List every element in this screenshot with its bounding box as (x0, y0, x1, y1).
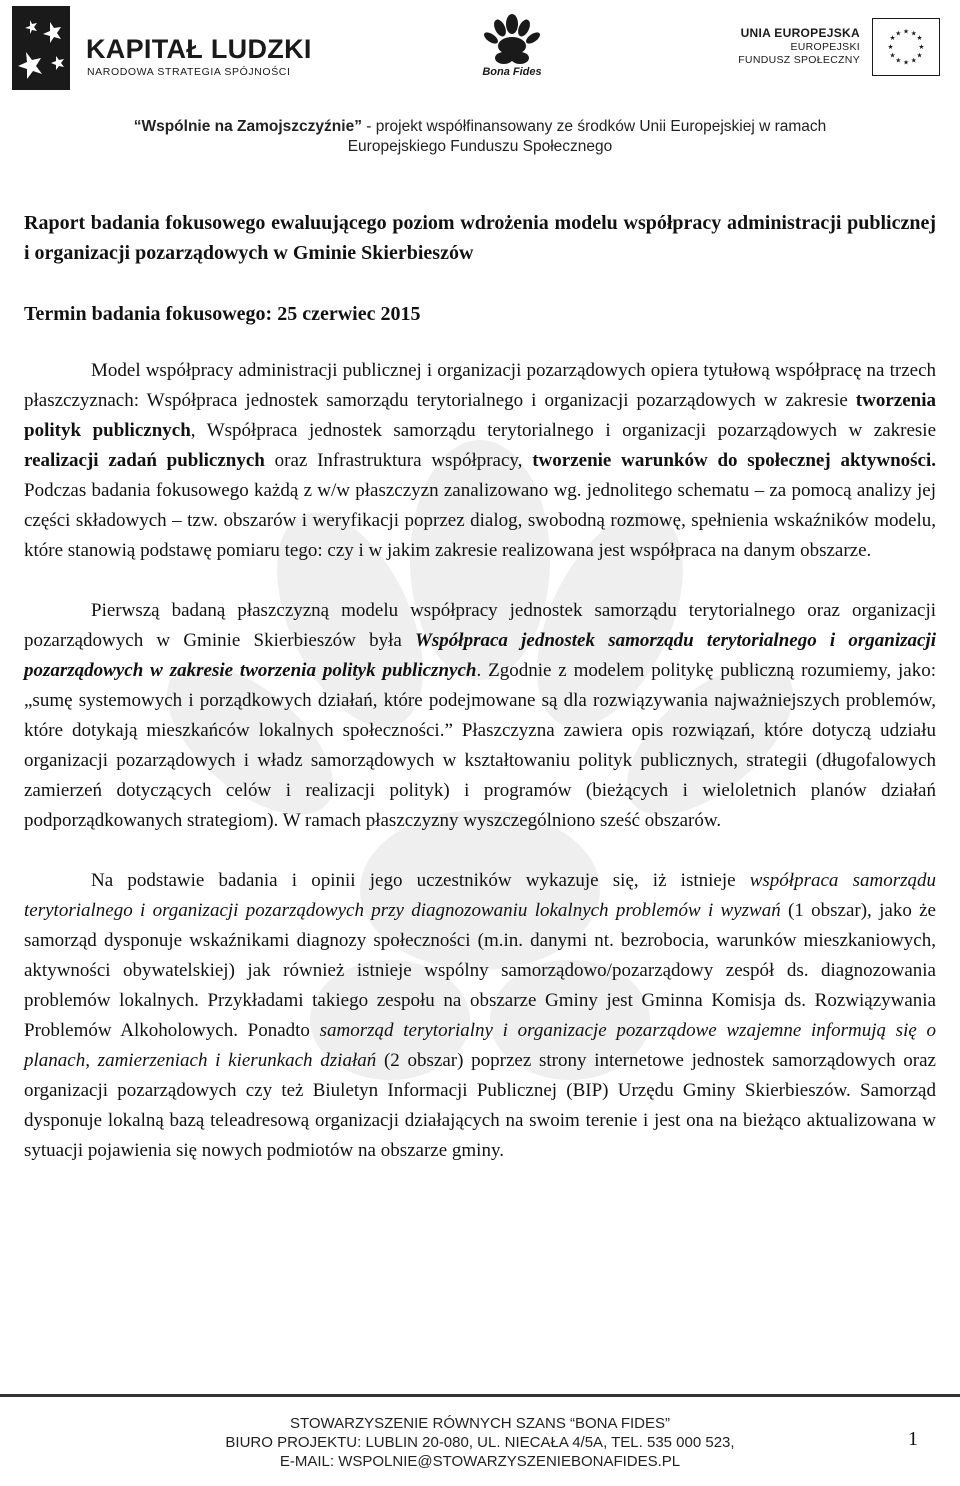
svg-text:★: ★ (916, 34, 923, 43)
eu-line-3: FUNDUSZ SPOŁECZNY (738, 54, 860, 66)
svg-text:★: ★ (889, 51, 896, 60)
eu-flag-icon (872, 18, 940, 76)
bona-fides-logo (470, 14, 560, 84)
svg-text:★: ★ (902, 27, 910, 36)
svg-text:★: ★ (902, 58, 910, 67)
project-name: “Wspólnie na Zamojszczyźnie” (133, 118, 362, 135)
p2-text-2: . Zgodnie z modelem politykę publiczną rozumiemy, jako: „sumę systemowych i porządkowych działań, które podejmowane są dla rozwiązywania najważniejszych problemów, które dotykają mieszkańców lokalnych społeczności.” Płaszczyzna zawiera opis rozwiązań, które dotyczą udziału organizacji pozarządowych i władz samorządowych w kształtowaniu polityk publicznych, strategii (długofalowych zamierzeń dotyczących celów i realizacji polityk) i programów (bieżących i wieloletnich planów działań podporządkowanych strategiom). W ramach płaszczyzny wyszczególniono sześć obszarów. (24, 660, 936, 831)
p3-italic-2: samorząd terytorialny i organizacje pozarządowe wzajemne informują się o planach, zamierzeniach i kierunkach działań (24, 1020, 936, 1071)
svg-text:★: ★ (910, 29, 917, 38)
project-line-1-rest: - projekt współfinansowany ze środków Unii Europejskiej w ramach (361, 118, 827, 135)
kapital-ludzki-logo (6, 4, 312, 94)
page-footer (0, 1414, 960, 1471)
svg-text:★: ★ (895, 29, 902, 38)
report-title: Raport badania fokusowego ewaluującego poziom wdrożenia modelu współpracy administracji publicznej i organizacji pozarządowych w Gminie Skierbieszów (24, 212, 936, 264)
study-date: Termin badania fokusowego: 25 czerwiec 2015 (24, 303, 421, 325)
p1-text-3: oraz Infrastruktura współpracy, (264, 450, 533, 471)
page-number: 1 (908, 1428, 918, 1450)
footer-divider (0, 1394, 960, 1397)
paragraph-2 (24, 596, 936, 836)
stars-emblem-icon (6, 4, 76, 92)
p3-italic-1: współpraca samorządu terytorialnego i organizacji pozarządowych przy diagnozowaniu lokalnych problemów i wyzwań (24, 870, 936, 921)
paragraph-1 (24, 356, 936, 566)
svg-text:★: ★ (918, 42, 925, 51)
footer-line-2: BIURO PROJEKTU: LUBLIN 20-080, UL. NIECAŁA 4/5A, TEL. 535 000 523, (225, 1434, 735, 1451)
p3-text-2: (1 obszar), jako że samorząd dysponuje wskaźnikami diagnozy społeczności (m.in. danymi nt. bezrobocia, warunków mieszkaniowych, aktywności obywatelskiej) jak również istnieje wspólny samorządowo/pozarządowy zespół ds. diagnozowania problemów lokalnych. Przykładami takiego zespołu na obszarze Gminy jest Gminna Komisja ds. Rozwiązywania Problemów Alkoholowych. Ponadto (24, 900, 936, 1041)
page-header (0, 0, 960, 95)
p1-bold-2: realizacji zadań publicznych (24, 450, 265, 471)
footer-line-3: E-MAIL: WSPOLNIE@STOWARZYSZENIEBONAFIDES.PL (279, 1453, 681, 1470)
p3-text-1: Na podstawie badania i opinii jego uczestników wykazuje się, iż istnieje (91, 870, 750, 891)
svg-text:★: ★ (895, 56, 902, 65)
project-funding-line (0, 117, 960, 157)
p1-text-2: , Współpraca jednostek samorządu terytorialnego i organizacji pozarządowych w zakresie (190, 420, 936, 441)
svg-text:★: ★ (910, 56, 917, 65)
eu-logo (740, 18, 940, 78)
footer-line-1: STOWARZYSZENIE RÓWNYCH SZANS “BONA FIDES” (289, 1415, 671, 1432)
paragraph-3 (24, 866, 936, 1166)
svg-text:★: ★ (916, 51, 923, 60)
document-body (24, 208, 936, 1166)
p3-text-3: (2 obszar) poprzez strony internetowe jednostek samorządowych oraz organizacji pozarządowych czy też Biuletyn Informacji Publicznej (BIP) Urzędu Gminy Skierbieszów. Samorząd dysponuje lokalną bazą teleadresową organizacji działających na swoim terenie i jest ona na bieżąco aktualizowana w sytuacji pojawienia się nowych podmiotów na obszarze gminy. (24, 1050, 936, 1161)
p2-text-1: Pierwszą badaną płaszczyzną modelu współpracy jednostek samorządu terytorialnego oraz organizacji pozarządowych w Gminie Skierbieszów była (24, 600, 936, 651)
p1-bold-1: tworzenia polityk publicznych (24, 390, 936, 441)
kapital-ludzki-subtitle: NARODOWA STRATEGIA SPÓJNOŚCI (87, 66, 291, 78)
kapital-ludzki-title: KAPITAŁ LUDZKI (86, 34, 312, 64)
project-line-2: Europejskiego Funduszu Społecznego (347, 138, 613, 155)
svg-text:★: ★ (889, 34, 896, 43)
bona-fides-label: Bona Fides (482, 66, 542, 78)
p1-text-1: Model współpracy administracji publicznej i organizacji pozarządowych opiera tytułową współpracę na trzech płaszczyznach: Współpraca jednostek samorządu terytorialnego i organizacji pozarządowych w zakresie (24, 360, 936, 411)
eu-logo-text (738, 26, 860, 67)
p1-text-4: Podczas badania fokusowego każdą z w/w płaszczyzn zanalizowano wg. jednolitego schematu – za pomocą analizy jej części składowych – tzw. obszarów i weryfikacji poprzez dialog, swobodną rozmowę, spełnienia wskaźników modelu, które stanowią podstawę pomiaru tego: czy i w jakim zakresie realizowana jest współpraca na danym obszarze. (24, 480, 936, 561)
bona-fides-emblem-icon (484, 14, 540, 64)
svg-text:★: ★ (887, 42, 894, 51)
eu-line-1: UNIA EUROPEJSKA (740, 26, 860, 40)
p2-bold-italic-1: Współpraca jednostek samorządu terytorialnego i organizacji pozarządowych w zakresie tworzenia polityk publicznych (24, 630, 936, 681)
project-line-1 (0, 117, 960, 137)
p1-bold-3: tworzenie warunków do społecznej aktywności. (532, 450, 936, 471)
eu-line-2: EUROPEJSKI (790, 41, 860, 53)
